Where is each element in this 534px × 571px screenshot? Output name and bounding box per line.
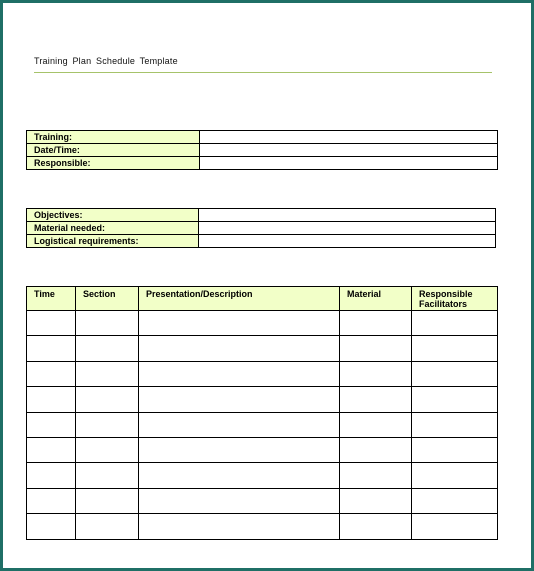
schedule-row [27, 488, 498, 513]
column-header-material: Material [340, 287, 412, 311]
training-row [27, 131, 498, 144]
time-cell[interactable] [27, 336, 76, 361]
training-label: Training: [27, 131, 200, 144]
facilitators-cell[interactable] [412, 437, 498, 462]
logistical-requirements-label: Logistical requirements: [27, 235, 199, 248]
time-cell[interactable] [27, 311, 76, 336]
schedule-row [27, 514, 498, 539]
presentation-cell[interactable] [139, 336, 340, 361]
material-cell[interactable] [340, 463, 412, 488]
time-cell[interactable] [27, 387, 76, 412]
objectives-label: Objectives: [27, 209, 199, 222]
facilitators-cell[interactable] [412, 488, 498, 513]
facilitators-cell[interactable] [412, 311, 498, 336]
presentation-cell[interactable] [139, 463, 340, 488]
facilitators-cell[interactable] [412, 336, 498, 361]
column-header-time: Time [27, 287, 76, 311]
presentation-cell[interactable] [139, 514, 340, 539]
logistical-requirements-field[interactable] [199, 235, 496, 248]
section-cell[interactable] [76, 361, 139, 386]
presentation-cell[interactable] [139, 437, 340, 462]
column-header-section: Section [76, 287, 139, 311]
column-header-presentation: Presentation/Description [139, 287, 340, 311]
schedule-row [27, 311, 498, 336]
presentation-cell[interactable] [139, 387, 340, 412]
section-cell[interactable] [76, 488, 139, 513]
section-cell[interactable] [76, 336, 139, 361]
schedule-body [27, 311, 498, 540]
section-cell[interactable] [76, 463, 139, 488]
schedule-table [26, 286, 498, 540]
responsible-row [27, 157, 498, 170]
date-time-label: Date/Time: [27, 144, 200, 157]
time-cell[interactable] [27, 488, 76, 513]
time-cell[interactable] [27, 412, 76, 437]
presentation-cell[interactable] [139, 311, 340, 336]
responsible-field[interactable] [200, 157, 498, 170]
material-cell[interactable] [340, 311, 412, 336]
section-cell[interactable] [76, 311, 139, 336]
material-cell[interactable] [340, 387, 412, 412]
schedule-row [27, 437, 498, 462]
section-cell[interactable] [76, 412, 139, 437]
time-cell[interactable] [27, 361, 76, 386]
schedule-row [27, 412, 498, 437]
material-cell[interactable] [340, 514, 412, 539]
presentation-cell[interactable] [139, 361, 340, 386]
logistical-requirements-row [27, 235, 496, 248]
title-divider [34, 72, 492, 73]
presentation-cell[interactable] [139, 488, 340, 513]
facilitators-cell[interactable] [412, 387, 498, 412]
presentation-cell[interactable] [139, 412, 340, 437]
document-title: Training Plan Schedule Template [34, 56, 178, 66]
schedule-row [27, 336, 498, 361]
material-needed-row [27, 222, 496, 235]
time-cell[interactable] [27, 437, 76, 462]
objectives-field[interactable] [199, 209, 496, 222]
facilitators-cell[interactable] [412, 361, 498, 386]
schedule-row [27, 361, 498, 386]
section-cell[interactable] [76, 387, 139, 412]
facilitators-cell[interactable] [412, 463, 498, 488]
material-cell[interactable] [340, 437, 412, 462]
training-info-table [26, 130, 498, 170]
column-header-responsible-facilitators: Responsible Facilitators [412, 287, 498, 311]
time-cell[interactable] [27, 463, 76, 488]
date-time-field[interactable] [200, 144, 498, 157]
material-cell[interactable] [340, 336, 412, 361]
responsible-label: Responsible: [27, 157, 200, 170]
date-time-row [27, 144, 498, 157]
facilitators-cell[interactable] [412, 412, 498, 437]
material-cell[interactable] [340, 412, 412, 437]
material-needed-field[interactable] [199, 222, 496, 235]
material-cell[interactable] [340, 361, 412, 386]
logistics-table [26, 208, 496, 248]
section-cell[interactable] [76, 437, 139, 462]
schedule-row [27, 463, 498, 488]
schedule-row [27, 387, 498, 412]
time-cell[interactable] [27, 514, 76, 539]
training-field[interactable] [200, 131, 498, 144]
schedule-header-row [27, 287, 498, 311]
material-cell[interactable] [340, 488, 412, 513]
material-needed-label: Material needed: [27, 222, 199, 235]
section-cell[interactable] [76, 514, 139, 539]
objectives-row [27, 209, 496, 222]
facilitators-cell[interactable] [412, 514, 498, 539]
